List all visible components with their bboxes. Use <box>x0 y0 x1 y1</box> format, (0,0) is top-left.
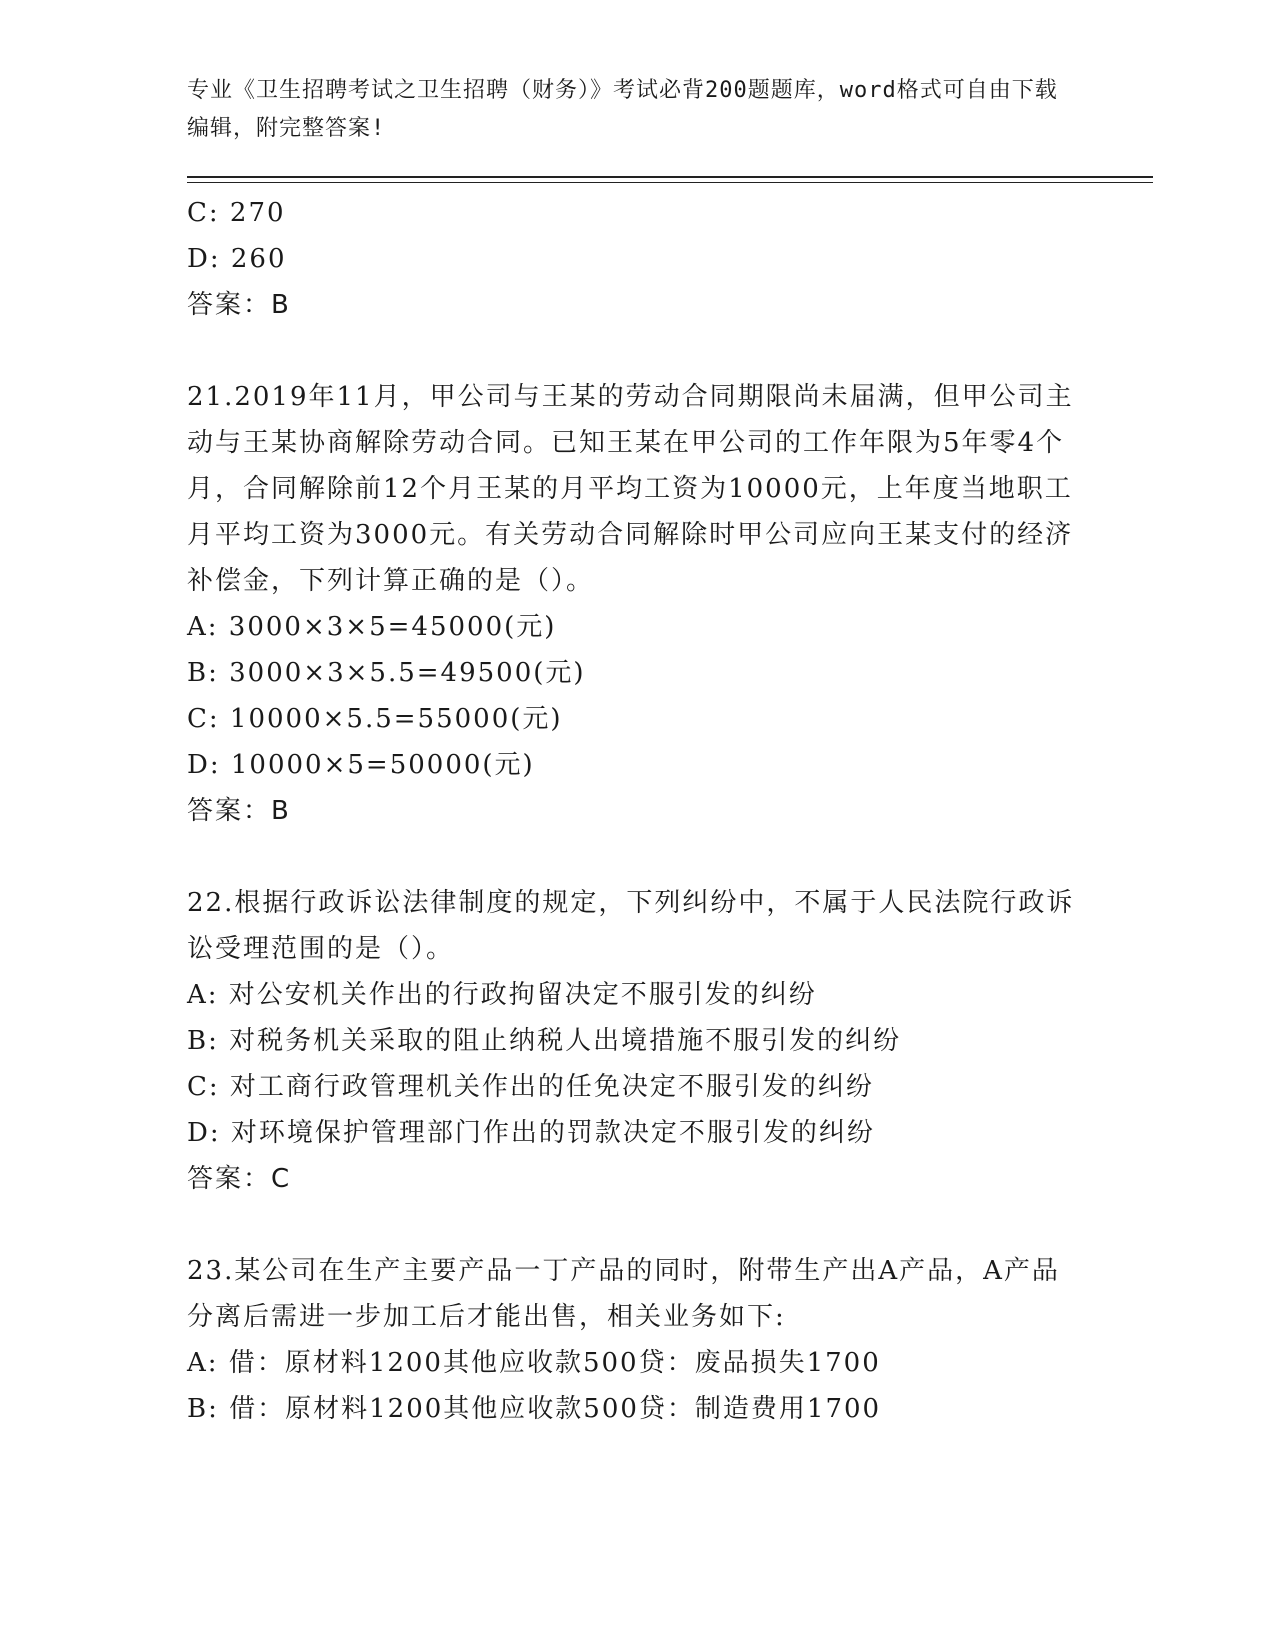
option-b: B: 对税务机关采取的阻止纳税人出境措施不服引发的纠纷 <box>187 1026 902 1056</box>
spacer <box>187 834 1087 880</box>
option-c: C: 对工商行政管理机关作出的任免决定不服引发的纠纷 <box>187 1072 874 1102</box>
option-d: D: 对环境保护管理部门作出的罚款决定不服引发的纠纷 <box>187 1118 875 1148</box>
option-d: D: 260 <box>187 244 287 274</box>
spacer <box>187 1202 1087 1248</box>
option-b: B: 借：原材料1200其他应收款500贷：制造费用1700 <box>187 1394 882 1424</box>
question-21 <box>187 374 1087 834</box>
header-rule-thick <box>187 176 1153 178</box>
answer: 答案：C <box>187 1164 292 1194</box>
question-text: 22.根据行政诉讼法律制度的规定，下列纠纷中，不属于人民法院行政诉讼受理范围的是（）。 <box>187 888 1075 964</box>
answer: 答案：B <box>187 796 291 826</box>
option-a: A: 借：原材料1200其他应收款500贷：废品损失1700 <box>187 1348 881 1378</box>
question-text: 21.2019年11月，甲公司与王某的劳动合同期限尚未届满，但甲公司主动与王某协商解除劳动合同。已知王某在甲公司的工作年限为5年零4个月，合同解除前12个月王某的月平均工资为10000元，上年度当地职工月平均工资为3000元。有关劳动合同解除时甲公司应向王某支付的经济补偿金，下列计算正确的是（）。 <box>187 382 1074 596</box>
question-text: 23.某公司在生产主要产品一丁产品的同时，附带生产出A产品，A产品分离后需进一步加工后才能出售，相关业务如下: <box>187 1256 1060 1332</box>
option-a: A: 对公安机关作出的行政拘留决定不服引发的纠纷 <box>187 980 817 1010</box>
document-header <box>187 72 1067 148</box>
question-22 <box>187 880 1087 1202</box>
header-title: 专业《卫生招聘考试之卫生招聘（财务）》考试必背200题题库，word格式可自由下载编辑，附完整答案! <box>187 78 1058 141</box>
spacer <box>187 328 1087 374</box>
header-rule-thin <box>187 182 1153 183</box>
option-c: C: 270 <box>187 198 286 228</box>
option-c: C: 10000×5.5=55000(元) <box>187 704 563 734</box>
option-a: A: 3000×3×5=45000(元) <box>187 612 557 642</box>
option-b: B: 3000×3×5.5=49500(元) <box>187 658 586 688</box>
previous-question-tail <box>187 190 1087 328</box>
answer: 答案：B <box>187 290 291 320</box>
question-23 <box>187 1248 1087 1432</box>
option-d: D: 10000×5=50000(元) <box>187 750 535 780</box>
document-body <box>187 190 1087 1432</box>
